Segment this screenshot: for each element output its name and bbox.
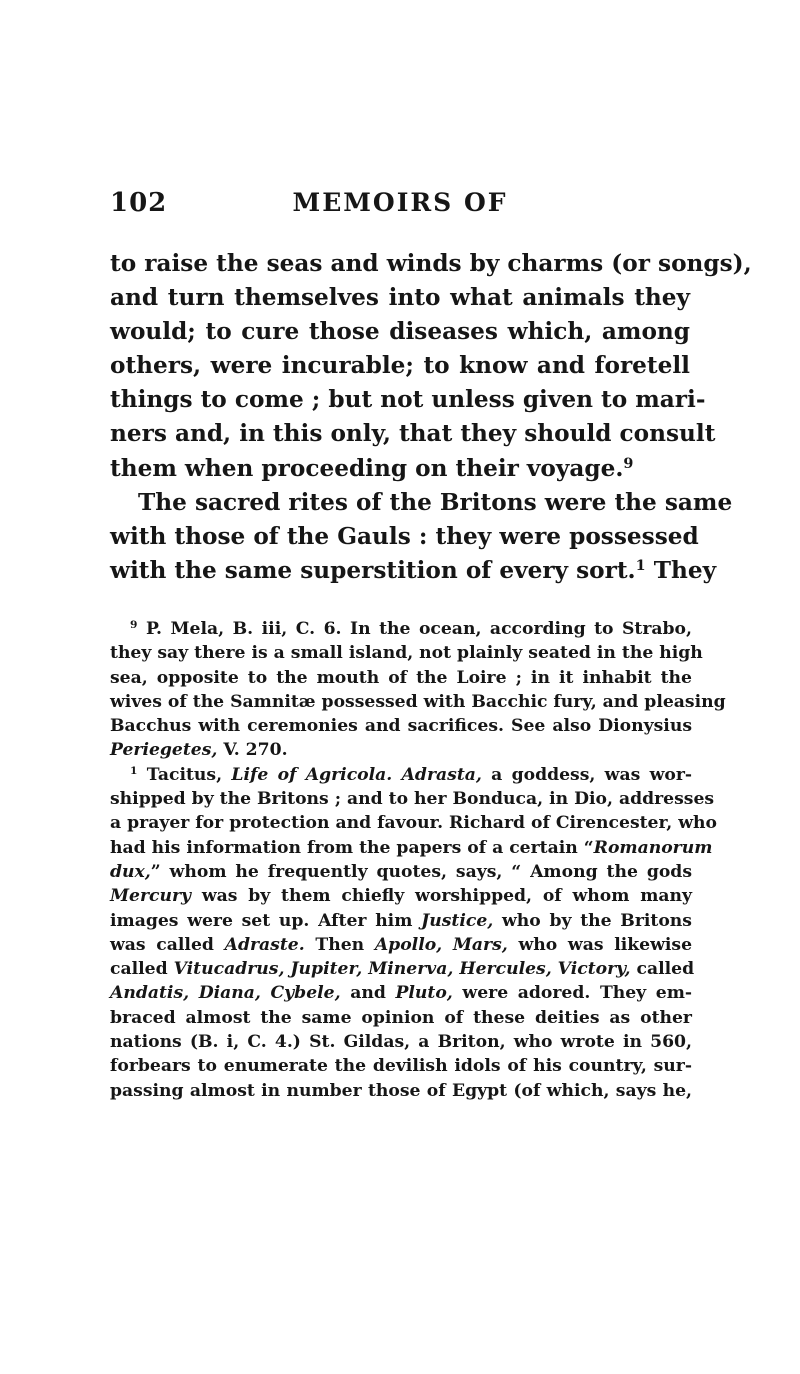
footnote-1-line-1: [110, 763, 692, 787]
body-line-4: others, were incurable; to know and foretell: [110, 352, 690, 380]
fn1-l8-e: who was likewise: [518, 934, 693, 955]
fn1-l8-c: Then: [315, 934, 365, 955]
footnote-9-line-3: sea, opposite to the mouth of the Loire ; in it inhabit the: [110, 667, 692, 688]
fn1-l7-c: who by the Britons: [502, 910, 692, 931]
footnote-1-line-12: nations (B. i, C. 4.) St. Gildas, a Briton, who wrote in 560,: [110, 1032, 692, 1053]
footnote-1-marker: 1: [130, 763, 138, 777]
page-number: 102: [110, 188, 168, 218]
fn1-l1-c: Adrasta,: [401, 764, 482, 785]
fn1-l1-d: a goddess, was wor-: [491, 764, 693, 785]
footnote-1-line-10: [110, 981, 692, 1005]
fn1-l7-b: Justice,: [421, 910, 494, 931]
footnotes: [110, 617, 726, 1103]
footnote-1-line-2: shipped by the Britons ; and to her Bonduca, in Dio, addresses: [110, 789, 715, 810]
footnote-1-line-13: forbears to enumerate the devilish idols of his country, sur-: [110, 1056, 692, 1077]
body-line-9: with those of the Gauls : they were possessed: [110, 522, 699, 550]
body-line-2: and turn themselves into what animals they: [110, 284, 690, 312]
footnote-ref-1: 1: [635, 556, 646, 574]
footnote-1-line-3: a prayer for protection and favour. Richard of Cirencester, who: [110, 813, 718, 834]
page-header: [110, 188, 690, 228]
footnote-9-line-1: [110, 617, 692, 641]
fn1-l6-a: Mercury: [110, 886, 192, 907]
footnote-9-text-1: P. Mela, B. iii, C. 6. In the ocean, according to Strabo,: [145, 619, 693, 639]
fn1-l10-c: Pluto,: [395, 983, 453, 1004]
fn1-l4-a: had his information from the papers of a certain “: [110, 837, 594, 858]
fn1-l6-b: was by them chiefly worshipped, of whom many: [201, 886, 693, 907]
footnote-1-line-14: passing almost in number those of Egypt (of which, says he,: [110, 1080, 692, 1101]
fn1-l4-b: Romanorum: [593, 837, 713, 858]
running-head: MEMOIRS OF: [292, 188, 508, 217]
footnote-1-line-6: [110, 884, 692, 908]
fn1-l1-a: Tacitus,: [146, 764, 223, 785]
footnote-9-line-6: [110, 738, 692, 762]
fn1-l8-b: Adraste.: [224, 934, 305, 955]
fn1-l1-b: Life of Agricola.: [231, 764, 393, 785]
footnote-1-line-4: [110, 836, 713, 860]
body-line-10-end: They: [653, 556, 717, 584]
body-line-5: things to come ; but not unless given to mari-: [110, 386, 706, 414]
body-line-7: [110, 452, 690, 486]
fn1-l9-a: called: [110, 959, 168, 980]
body-line-3: would; to cure those diseases which, among: [110, 318, 690, 346]
footnote-1-line-9: [110, 957, 695, 981]
fn1-l9-c: called: [636, 959, 695, 980]
body-line-10: [110, 554, 717, 588]
footnote-9-line-5: Bacchus with ceremonies and sacrifices. See also Dionysius: [110, 716, 692, 737]
fn1-l9-b: Vitucadrus, Jupiter, Minerva, Hercules, Victory,: [173, 959, 631, 980]
fn1-l5-b: ” whom he frequently quotes, says, “ Among the gods: [150, 861, 692, 882]
footnote-9-ref: V. 270.: [223, 740, 288, 761]
fn1-l10-d: were adored. They em-: [462, 983, 693, 1004]
main-text: [110, 247, 752, 588]
footnote-9-italic: Periegetes,: [110, 740, 218, 761]
footnote-ref-9: 9: [623, 454, 634, 472]
footnote-9-marker: 9: [130, 618, 138, 632]
fn1-l7-a: images were set up. After him: [110, 910, 413, 931]
footnote-1-line-8: [110, 933, 692, 957]
footnote-1-line-11: braced almost the same opinion of these deities as other: [110, 1007, 692, 1028]
body-line-1: to raise the seas and winds by charms (or songs),: [110, 250, 752, 277]
footnote-9-line-2: they say there is a small island, not plainly seated in the high: [110, 643, 703, 664]
fn1-l10-a: Andatis, Diana, Cybele,: [110, 983, 341, 1004]
fn1-l10-b: and: [350, 983, 386, 1004]
body-line-7-text: them when proceeding on their voyage.: [110, 454, 624, 482]
body-line-8: The sacred rites of the Britons were the same: [138, 488, 733, 516]
footnote-1-line-5: [110, 860, 692, 884]
body-line-6: ners and, in this only, that they should consult: [110, 420, 716, 448]
footnote-9-line-4: wives of the Samnitæ possessed with Bacchic fury, and pleasing: [110, 691, 726, 712]
footnote-1-line-7: [110, 909, 692, 933]
fn1-l8-a: was called: [110, 934, 214, 955]
body-line-10-text: with the same superstition of every sort.: [110, 556, 636, 584]
fn1-l5-a: dux,: [110, 861, 151, 882]
fn1-l8-d: Apollo, Mars,: [374, 934, 508, 955]
